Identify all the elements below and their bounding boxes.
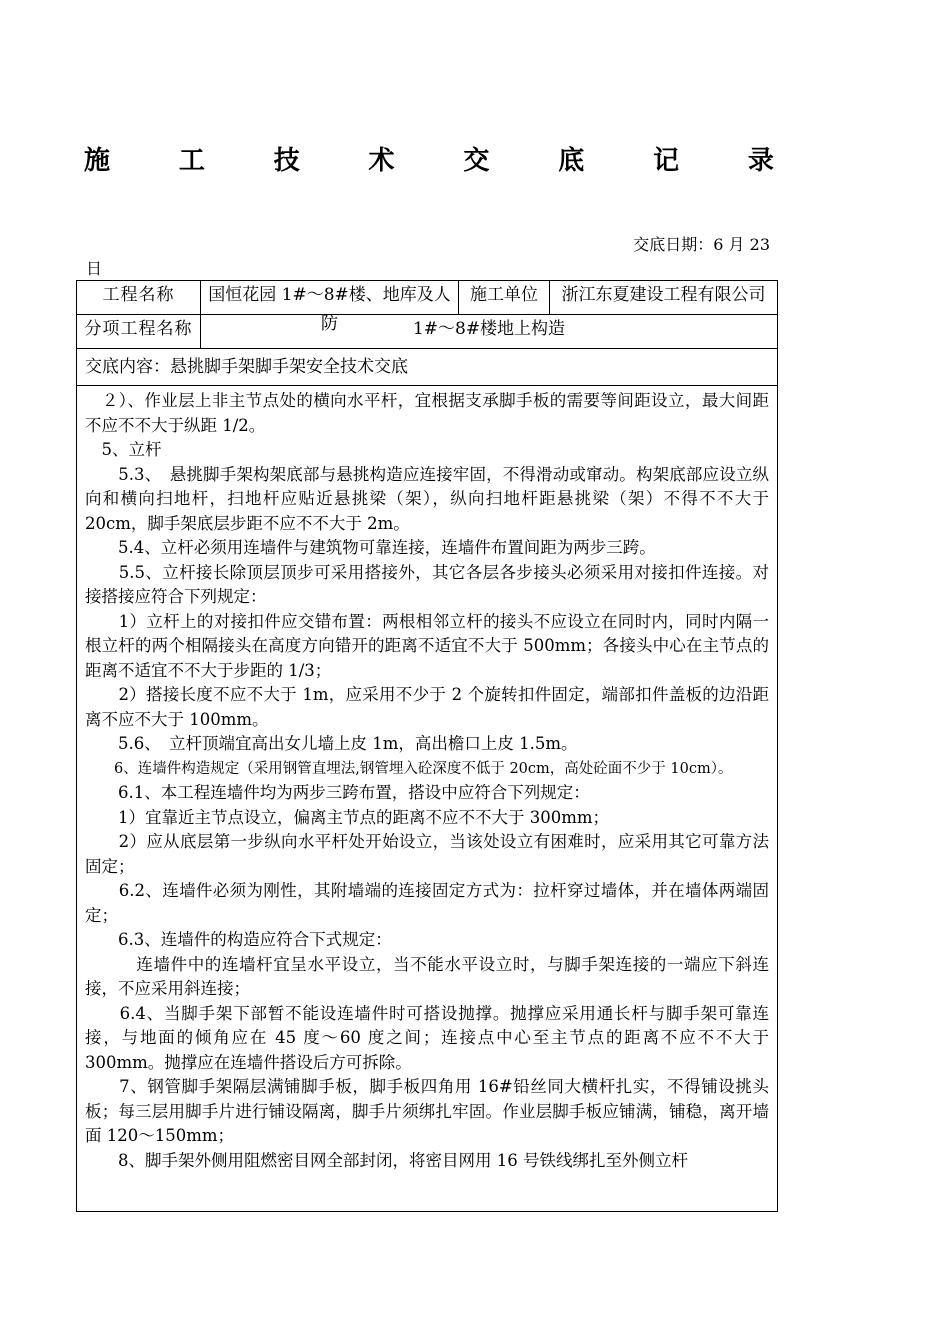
sub-project-value: 1#～8#楼地上构造 [412,319,566,339]
paragraph: 8、脚手架外侧用阻燃密目网全部封闭，将密目网用 16 号铁线绑扎至外侧立杆 [85,1150,688,1170]
project-name-value: 国恒花园 1#～8#楼、地库及人防 [208,285,451,334]
sub-project-row [77,315,778,349]
paragraph: 5.4、立杆必须用连墙件与建筑物可靠连接，连墙件布置间距为两步三跨。 [85,538,656,557]
content-body [77,386,777,1211]
project-name-label: 工程名称 [102,285,175,305]
paragraph: 5.6、 立杆顶端宜高出女儿墙上皮 1m，高出檐口上皮 1.5m。 [85,734,578,753]
title-char: 技 [273,146,300,176]
paragraph: 6.1、本工程连墙件均为两步三跨布置，搭设中应符合下列规定： [85,783,590,802]
paragraph: 1）立杆上的对接扣件应交错布置：两根相邻立杆的接头不应设立在同时内，同时内隔一根立杆的两个相隔接头在高度方向错开的距离不适宜不大于 500mm；各接头中心在主节点的距离不适宜不不大于步距的 1/3； [85,611,769,680]
paragraph: 2）搭接长度不应不大于 1m，应采用不少于 2 个旋转扣件固定，端部扣件盖板的边沿距离不应不大于 100mm。 [85,685,769,729]
title-char: 记 [653,146,680,176]
handover-date: 交底日期：6 月 23 [633,235,770,254]
paragraph: 6.3、连墙件的构造应符合下式规定： [85,930,392,949]
document-title [84,140,774,177]
paragraph: 连墙件中的连墙杆宜呈水平设立，当不能水平设立时，与脚手架连接的一端应下斜连接，不应采用斜连接； [85,954,769,998]
title-char: 工 [178,146,205,176]
paragraph: 2）应从底层第一步纵向水平杆处开始设立，当该处设立有困难时，应采用其它可靠方法固定； [85,832,769,876]
content-row [77,386,778,1212]
paragraph: 1）宜靠近主节点设立，偏离主节点的距离不应不不大于 300mm； [85,807,610,827]
project-row [77,281,778,315]
paragraph: 6.2、连墙件必须为刚性，其附墙端的连接固定方式为：拉杆穿过墙体，并在墙体两端固定； [85,881,769,925]
paragraph: 5.3、 悬挑脚手架构架底部与悬挑构造应连接牢固，不得滑动或窜动。构架底部应设立纵向和横向扫地杆，扫地杆应贴近悬挑梁（架），纵向扫地杆距悬挑梁（架）不得不不大于 20cm，脚手架底层步距不应不不大于 2m。 [85,464,769,533]
paragraph: 5.5、立杆接长除顶层顶步可采用搭接外，其它各层各步接头必须采用对接扣件连接。对接搭接应符合下列规定： [85,562,769,606]
content-heading: 交底内容：悬挑脚手架脚手架安全技术交底 [85,357,408,377]
title-char: 术 [368,146,395,176]
title-char: 交 [463,146,490,176]
title-char: 底 [558,146,585,176]
paragraph: 6.4、当脚手架下部暂不能设连墙件时可搭设抛撑。抛撑应采用通长杆与脚手架可靠连接，与地面的倾角应在 45 度～60 度之间；连接点中心至主节点的距离不应不不大于 300mm。抛撑应在连墙件搭设后方可拆除。 [85,1003,769,1072]
title-char: 施 [84,146,111,176]
construction-unit-label: 施工单位 [470,285,538,305]
sub-project-label: 分项工程名称 [84,319,193,339]
record-table [76,280,778,1212]
construction-unit-value: 浙江东夏建设工程有限公司 [561,285,766,305]
paragraph: ２）、作业层上非主节点处的横向水平杆，宜根据支承脚手板的需要等间距设立，最大间距不应不不大于纵距 1/2。 [85,391,769,435]
paragraph: 6、连墙件构造规定（采用钢管直埋法,钢管埋入砼深度不低于 20cm，高处砼面不少于 10cm）。 [85,760,733,777]
paragraph: 7、钢管脚手架隔层满铺脚手板，脚手板四角用 16#铅丝同大横杆扎实，不得铺设挑头板；每三层用脚手片进行铺设隔离，脚手片须绑扎牢固。作业层脚手板应铺满，铺稳，离开墙面 120～150mm； [85,1077,769,1145]
title-char: 录 [747,146,774,176]
paragraph: 5、立杆 [85,440,162,459]
handover-date-suffix: 日 [86,259,103,278]
content-heading-row [77,349,778,386]
